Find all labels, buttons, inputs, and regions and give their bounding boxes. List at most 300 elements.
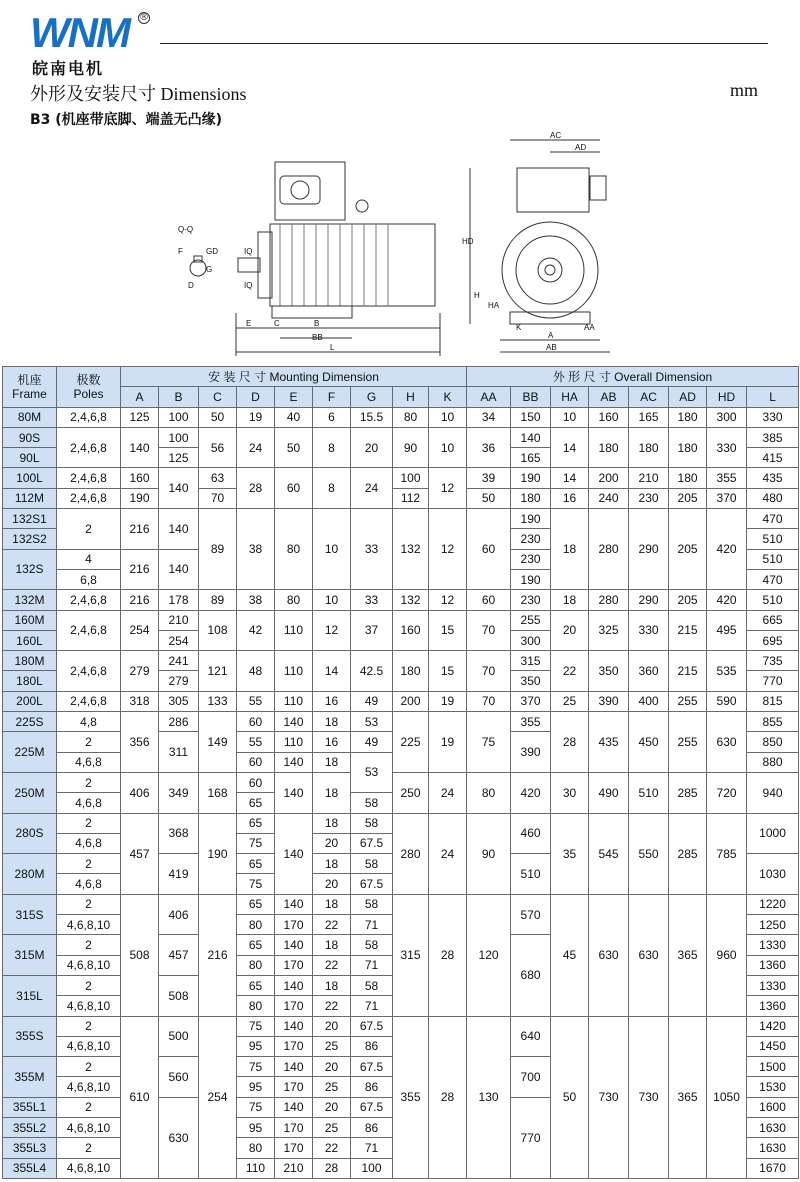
table-cell: 110 (275, 732, 313, 752)
table-cell: 15 (429, 651, 467, 692)
table-cell: 210 (159, 610, 199, 630)
table-cell: 4,8 (57, 712, 121, 732)
table-cell: 132 (393, 509, 429, 590)
table-cell: 8 (313, 468, 351, 509)
table-cell: 63 (199, 468, 237, 488)
table-cell: 200L (3, 691, 57, 711)
table-cell: 60 (237, 752, 275, 772)
table-cell: 2,4,6,8 (57, 610, 121, 651)
header-frame: 机座 Frame (3, 367, 57, 408)
table-cell: 325 (589, 610, 629, 651)
table-cell: 370 (511, 691, 551, 711)
table-cell: 190 (511, 569, 551, 589)
table-cell: 20 (551, 610, 589, 651)
table-cell: 630 (589, 894, 629, 1016)
table-cell: 67.5 (351, 874, 393, 894)
table-cell: 330 (747, 407, 799, 427)
table-cell: 18 (313, 813, 351, 833)
table-cell: 33 (351, 509, 393, 590)
label-l: L (330, 343, 335, 352)
company-logo (30, 9, 165, 78)
table-cell: 39 (467, 468, 511, 488)
table-cell: 225S (3, 712, 57, 732)
table-cell: 50 (551, 1016, 589, 1178)
table-cell: 1500 (747, 1057, 799, 1077)
table-cell: 2,4,6,8 (57, 590, 121, 610)
table-cell: 290 (629, 509, 669, 590)
table-cell: 1360 (747, 996, 799, 1016)
table-cell: 406 (159, 894, 199, 935)
table-cell: 95 (237, 1117, 275, 1137)
table-cell: 2,4,6,8 (57, 691, 121, 711)
table-cell: 80 (237, 955, 275, 975)
table-row (3, 407, 799, 427)
table-cell: 18 (313, 772, 351, 813)
table-cell: 730 (589, 1016, 629, 1178)
table-cell: 1670 (747, 1158, 799, 1178)
table-cell: 1000 (747, 813, 799, 854)
table-cell: 680 (511, 935, 551, 1016)
table-cell: 2 (57, 935, 121, 955)
table-cell: 250M (3, 772, 57, 813)
table-cell: 75 (237, 874, 275, 894)
table-cell: 71 (351, 955, 393, 975)
table-cell: 216 (199, 894, 237, 1016)
table-cell: 2,4,6,8 (57, 468, 121, 488)
label-a: A (548, 331, 554, 340)
table-cell: 286 (159, 712, 199, 732)
table-cell: 855 (747, 712, 799, 732)
col-h: H (393, 387, 429, 407)
header-rule (160, 43, 768, 44)
table-cell: 420 (511, 772, 551, 813)
col-ha: HA (551, 387, 589, 407)
table-cell: 180M (3, 651, 57, 671)
table-cell: 355 (511, 712, 551, 732)
table-cell: 112 (393, 488, 429, 508)
terminal-box-side (275, 162, 345, 220)
table-cell: 90 (393, 427, 429, 468)
table-cell: 95 (237, 1036, 275, 1056)
table-cell: 4 (57, 549, 121, 569)
table-cell: 590 (707, 691, 747, 711)
table-cell: 170 (275, 1117, 313, 1137)
table-cell: 15 (429, 610, 467, 651)
table-cell: 140 (275, 1016, 313, 1036)
table-cell: 180 (589, 427, 629, 468)
table-cell: 1530 (747, 1077, 799, 1097)
table-cell: 4,6,8,10 (57, 1077, 121, 1097)
table-cell: 508 (159, 975, 199, 1016)
table-cell: 28 (551, 712, 589, 773)
table-cell: 10 (429, 427, 467, 468)
table-cell: 200 (393, 691, 429, 711)
table-row (3, 712, 799, 732)
table-cell: 110 (275, 691, 313, 711)
table-cell: 90S (3, 427, 57, 447)
table-cell: 14 (313, 651, 351, 692)
table-cell: 385 (747, 427, 799, 447)
table-cell: 695 (747, 630, 799, 650)
table-cell: 2 (57, 813, 121, 833)
label-gd: GD (206, 247, 218, 256)
table-cell: 508 (121, 894, 159, 1016)
table-cell: 880 (747, 752, 799, 772)
table-cell: 318 (121, 691, 159, 711)
table-cell: 56 (199, 427, 237, 468)
table-cell: 225M (3, 732, 57, 773)
table-cell: 14 (551, 468, 589, 488)
table-cell: 355S (3, 1016, 57, 1057)
table-cell: 200 (589, 468, 629, 488)
table-cell: 415 (747, 448, 799, 468)
table-cell: 132S2 (3, 529, 57, 549)
table-cell: 315 (393, 894, 429, 1016)
table-cell: 100 (159, 407, 199, 427)
table-cell: 25 (313, 1117, 351, 1137)
table-cell: 18 (551, 590, 589, 610)
table-cell: 14 (551, 427, 589, 468)
label-iq-top: IQ (244, 247, 253, 256)
table-cell: 132S (3, 549, 57, 590)
table-cell: 80 (275, 509, 313, 590)
table-cell: 770 (511, 1097, 551, 1178)
table-cell: 10 (313, 590, 351, 610)
table-cell: 230 (629, 488, 669, 508)
table-cell: 100 (159, 427, 199, 447)
table-cell: 100 (351, 1158, 393, 1178)
table-cell: 610 (121, 1016, 159, 1178)
table-cell: 12 (313, 610, 351, 651)
col-f: F (313, 387, 351, 407)
table-cell: 140 (511, 427, 551, 447)
table-cell: 100 (393, 468, 429, 488)
table-cell: 457 (121, 813, 159, 894)
table-cell: 170 (275, 996, 313, 1016)
table-cell: 2,4,6,8 (57, 488, 121, 508)
table-cell: 390 (589, 691, 629, 711)
table-cell: 1050 (707, 1016, 747, 1178)
header-mounting: 安 装 尺 寸 Mounting Dimension (121, 367, 467, 387)
table-cell: 170 (275, 1077, 313, 1097)
table-cell: 75 (237, 1016, 275, 1036)
motor-dimension-drawing (170, 128, 620, 358)
table-cell: 108 (199, 610, 237, 651)
table-row (3, 509, 799, 529)
table-cell: 435 (747, 468, 799, 488)
table-cell: 2 (57, 1016, 121, 1036)
table-cell: 60 (275, 468, 313, 509)
table-cell: 38 (237, 509, 275, 590)
col-ab: AB (589, 387, 629, 407)
table-cell: 140 (275, 935, 313, 955)
table-cell: 80M (3, 407, 57, 427)
terminal-box-cover (280, 176, 320, 204)
table-cell: 140 (159, 509, 199, 550)
table-cell: 55 (237, 732, 275, 752)
table-cell: 315M (3, 935, 57, 976)
table-row (3, 488, 799, 508)
table-cell: 25 (551, 691, 589, 711)
table-row (3, 590, 799, 610)
table-cell: 60 (467, 509, 511, 590)
table-cell: 770 (747, 671, 799, 691)
table-cell: 110 (275, 610, 313, 651)
table-cell: 400 (629, 691, 669, 711)
table-cell: 140 (159, 549, 199, 590)
table-cell: 390 (511, 732, 551, 773)
table-cell: 28 (237, 468, 275, 509)
table-cell: 165 (511, 448, 551, 468)
table-cell: 71 (351, 996, 393, 1016)
table-cell: 230 (511, 590, 551, 610)
table-cell: 457 (159, 935, 199, 976)
table-cell: 168 (199, 772, 237, 813)
table-cell: 12 (429, 468, 467, 509)
mounting-type-title: B3 (机座带底脚、端盖无凸缘) (30, 112, 223, 128)
table-cell: 2 (57, 772, 121, 792)
table-cell: 67.5 (351, 1097, 393, 1117)
table-cell: 20 (313, 1016, 351, 1036)
table-cell: 365 (669, 1016, 707, 1178)
label-e: E (246, 319, 252, 328)
table-cell: 19 (429, 691, 467, 711)
table-cell: 10 (313, 509, 351, 590)
table-cell: 75 (237, 1057, 275, 1077)
table-cell: 71 (351, 1138, 393, 1158)
table-cell: 190 (511, 509, 551, 529)
table-cell: 2,4,6,8 (57, 407, 121, 427)
table-cell: 132S1 (3, 509, 57, 529)
table-cell: 180 (393, 651, 429, 692)
table-cell: 355M (3, 1057, 57, 1098)
unit-label: mm (730, 80, 759, 100)
table-row (3, 651, 799, 671)
table-cell: 510 (747, 590, 799, 610)
col-e: E (275, 387, 313, 407)
table-cell: 355L2 (3, 1117, 57, 1137)
table-cell: 420 (707, 509, 747, 590)
table-cell: 18 (313, 752, 351, 772)
table-cell: 1330 (747, 935, 799, 955)
table-cell: 180 (669, 427, 707, 468)
table-cell: 16 (313, 691, 351, 711)
table-cell: 18 (313, 712, 351, 732)
table-cell: 480 (747, 488, 799, 508)
table-cell: 365 (669, 894, 707, 1016)
table-cell: 210 (629, 468, 669, 488)
table-cell: 28 (429, 894, 467, 1016)
table-cell: 60 (467, 590, 511, 610)
label-c: C (274, 319, 280, 328)
table-cell: 67.5 (351, 1057, 393, 1077)
table-cell: 330 (629, 610, 669, 651)
table-cell: 90L (3, 448, 57, 468)
table-cell: 205 (669, 488, 707, 508)
table-cell: 20 (313, 874, 351, 894)
logo-mark: WNM (30, 9, 129, 56)
table-cell: 419 (159, 854, 199, 895)
table-cell: 510 (747, 549, 799, 569)
table-cell: 140 (275, 752, 313, 772)
table-cell: 4,6,8,10 (57, 1036, 121, 1056)
label-d: D (188, 281, 194, 290)
table-cell: 67.5 (351, 833, 393, 853)
table-cell: 720 (707, 772, 747, 813)
table-cell: 133 (199, 691, 237, 711)
table-cell: 160L (3, 630, 57, 650)
table-cell: 4,6,8,10 (57, 915, 121, 935)
terminal-box-end (517, 168, 589, 212)
table-cell: 140 (275, 975, 313, 995)
table-cell: 350 (589, 651, 629, 692)
table-cell: 1420 (747, 1016, 799, 1036)
table-cell: 30 (551, 772, 589, 813)
table-cell: 178 (159, 590, 199, 610)
table-cell: 180 (511, 488, 551, 508)
table-cell: 80 (237, 996, 275, 1016)
table-cell: 70 (199, 488, 237, 508)
table-cell: 25 (313, 1036, 351, 1056)
table-cell: 460 (511, 813, 551, 854)
table-cell: 86 (351, 1077, 393, 1097)
table-cell: 2 (57, 509, 121, 550)
table-cell: 140 (275, 894, 313, 914)
table-cell: 125 (159, 448, 199, 468)
table-cell: 285 (669, 813, 707, 894)
table-cell: 280S (3, 813, 57, 854)
table-cell: 18 (313, 854, 351, 874)
table-cell: 2 (57, 854, 121, 874)
table-cell: 12 (429, 509, 467, 590)
table-cell: 58 (351, 793, 393, 813)
table-cell: 58 (351, 813, 393, 833)
table-cell: 510 (511, 854, 551, 895)
table-cell: 170 (275, 1036, 313, 1056)
label-ab: AB (546, 343, 557, 352)
table-cell: 216 (121, 549, 159, 590)
table-cell: 48 (237, 651, 275, 692)
table-cell: 4,6,8 (57, 793, 121, 813)
table-cell: 356 (121, 712, 159, 773)
table-cell: 140 (275, 772, 313, 813)
table-cell: 254 (199, 1016, 237, 1178)
table-cell: 140 (275, 1097, 313, 1117)
table-cell: 305 (159, 691, 199, 711)
table-cell: 370 (707, 488, 747, 508)
table-cell: 4,6,8,10 (57, 955, 121, 975)
table-cell: 368 (159, 813, 199, 854)
table-cell: 250 (393, 772, 429, 813)
table-cell: 180 (669, 407, 707, 427)
table-cell: 280 (589, 509, 629, 590)
table-cell: 205 (669, 509, 707, 590)
table-cell: 75 (237, 1097, 275, 1117)
table-cell: 80 (393, 407, 429, 427)
table-cell: 86 (351, 1036, 393, 1056)
table-cell: 315S (3, 894, 57, 935)
table-cell: 470 (747, 509, 799, 529)
col-l: L (747, 387, 799, 407)
table-cell: 940 (747, 772, 799, 813)
table-cell: 630 (707, 712, 747, 773)
table-cell: 279 (159, 671, 199, 691)
table-cell: 140 (275, 813, 313, 894)
table-cell: 850 (747, 732, 799, 752)
page-title: 外形及安装尺寸 Dimensions (30, 84, 247, 104)
table-cell: 140 (275, 1057, 313, 1077)
table-cell: 132 (393, 590, 429, 610)
table-cell: 180L (3, 671, 57, 691)
table-cell: 140 (159, 468, 199, 509)
table-cell: 20 (313, 833, 351, 853)
table-cell: 216 (121, 590, 159, 610)
table-cell: 4,6,8,10 (57, 1117, 121, 1137)
table-cell: 170 (275, 955, 313, 975)
col-bb: BB (511, 387, 551, 407)
table-cell: 121 (199, 651, 237, 692)
table-cell: 1360 (747, 955, 799, 975)
table-cell: 355 (707, 468, 747, 488)
table-cell: 140 (275, 712, 313, 732)
label-qq: Q-Q (178, 225, 194, 234)
table-cell: 19 (429, 712, 467, 773)
col-k: K (429, 387, 467, 407)
table-cell: 735 (747, 651, 799, 671)
table-cell: 349 (159, 772, 199, 813)
table-cell: 2 (57, 1138, 121, 1158)
table-cell: 16 (551, 488, 589, 508)
table-cell: 24 (237, 427, 275, 468)
table-cell: 4,6,8 (57, 874, 121, 894)
col-ac: AC (629, 387, 669, 407)
table-cell: 110 (275, 651, 313, 692)
header-row-2 (3, 387, 799, 407)
table-cell: 406 (121, 772, 159, 813)
table-cell: 2 (57, 732, 121, 752)
col-d: D (237, 387, 275, 407)
table-cell: 2,4,6,8 (57, 427, 121, 468)
col-c: C (199, 387, 237, 407)
table-cell: 254 (159, 630, 199, 650)
table-cell: 4,6,8 (57, 752, 121, 772)
table-cell: 33 (351, 590, 393, 610)
table-cell: 450 (629, 712, 669, 773)
table-cell: 65 (237, 894, 275, 914)
table-cell: 20 (313, 1057, 351, 1077)
label-g: G (206, 265, 213, 274)
table-cell: 2 (57, 894, 121, 914)
table-cell: 360 (629, 651, 669, 692)
table-cell: 50 (467, 488, 511, 508)
table-cell: 180 (669, 468, 707, 488)
table-cell: 170 (275, 915, 313, 935)
table-cell: 215 (669, 610, 707, 651)
col-g: G (351, 387, 393, 407)
table-cell: 70 (467, 610, 511, 651)
table-row (3, 610, 799, 630)
table-cell: 24 (429, 772, 467, 813)
table-cell: 240 (589, 488, 629, 508)
table-cell: 65 (237, 793, 275, 813)
table-cell: 60 (237, 772, 275, 792)
table-cell: 89 (199, 509, 237, 590)
table-cell: 10 (429, 407, 467, 427)
table-cell: 25 (313, 1077, 351, 1097)
table-cell: 18 (551, 509, 589, 590)
table-cell: 300 (511, 630, 551, 650)
col-aa: AA (467, 387, 511, 407)
